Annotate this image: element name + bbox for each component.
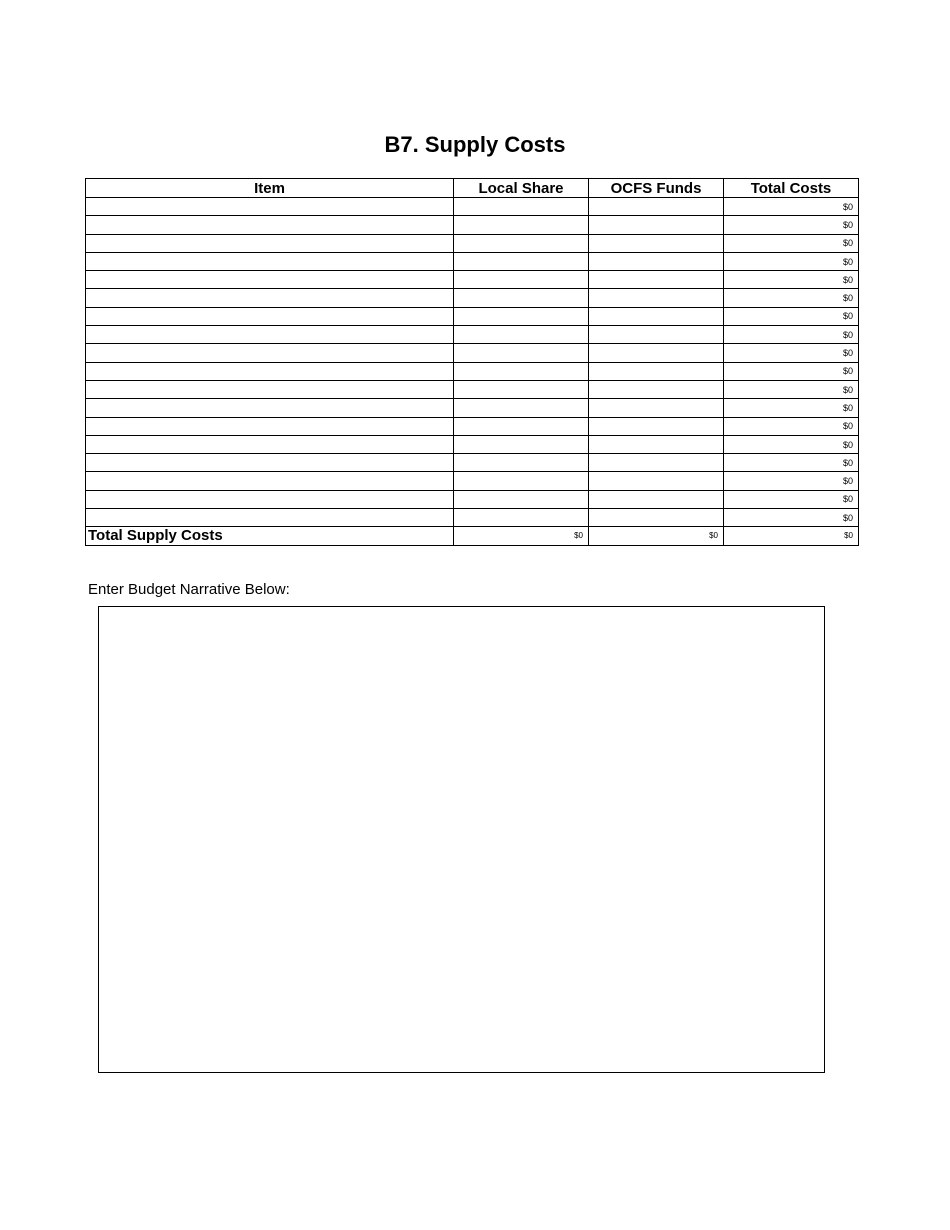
table-row [86,289,859,307]
ocfs-funds-cell [589,509,724,527]
local-share-cell [454,307,589,325]
supply-costs-table [85,178,859,546]
local-share-cell [454,198,589,216]
table-row [86,234,859,252]
ocfs-funds-cell [589,454,724,472]
item-input[interactable] [89,510,448,525]
local-share-input[interactable] [457,400,583,415]
total-costs-cell: $0 [724,380,859,398]
total-costs-cell: $0 [724,252,859,270]
header-item: Item [86,179,454,198]
table-row [86,252,859,270]
header-ocfs-funds: OCFS Funds [589,179,724,198]
total-costs-cell: $0 [724,490,859,508]
local-share-input[interactable] [457,199,583,214]
table-row [86,307,859,325]
local-share-cell [454,435,589,453]
local-share-input[interactable] [457,382,583,397]
ocfs-funds-input[interactable] [592,419,718,434]
total-costs-cell: $0 [724,399,859,417]
ocfs-funds-input[interactable] [592,291,718,306]
table-row [86,362,859,380]
item-cell [86,472,454,490]
table-row [86,454,859,472]
ocfs-funds-input[interactable] [592,346,718,361]
item-input[interactable] [89,364,448,379]
item-input[interactable] [89,309,448,324]
narrative-label: Enter Budget Narrative Below: [88,581,290,598]
total-label: Total Supply Costs [86,527,454,545]
header-total-costs: Total Costs [724,179,859,198]
total-costs-cell: $0 [724,289,859,307]
table-row [86,435,859,453]
table-row [86,326,859,344]
table-row [86,490,859,508]
local-share-input[interactable] [457,474,583,489]
local-share-input[interactable] [457,272,583,287]
ocfs-funds-input[interactable] [592,327,718,342]
local-share-input[interactable] [457,236,583,251]
ocfs-funds-cell [589,490,724,508]
table-row [86,344,859,362]
ocfs-funds-cell [589,271,724,289]
item-input[interactable] [89,382,448,397]
item-input[interactable] [89,455,448,470]
table-body [86,198,859,527]
header-local-share: Local Share [454,179,589,198]
ocfs-funds-input[interactable] [592,199,718,214]
total-ocfs-funds: $0 [589,527,724,545]
total-costs-cell: $0 [724,509,859,527]
local-share-cell [454,326,589,344]
total-costs-cell: $0 [724,417,859,435]
ocfs-funds-cell [589,362,724,380]
item-cell [86,234,454,252]
total-row [86,527,859,545]
item-input[interactable] [89,291,448,306]
ocfs-funds-input[interactable] [592,236,718,251]
local-share-input[interactable] [457,291,583,306]
ocfs-funds-input[interactable] [592,217,718,232]
local-share-input[interactable] [457,510,583,525]
budget-narrative-field[interactable] [98,606,825,1073]
item-cell [86,490,454,508]
local-share-input[interactable] [457,419,583,434]
item-input[interactable] [89,400,448,415]
item-cell [86,362,454,380]
local-share-cell [454,454,589,472]
table-row [86,198,859,216]
item-cell [86,216,454,234]
table-row [86,399,859,417]
local-share-input[interactable] [457,217,583,232]
table-row [86,472,859,490]
ocfs-funds-cell [589,326,724,344]
ocfs-funds-input[interactable] [592,492,718,507]
local-share-cell [454,509,589,527]
local-share-input[interactable] [457,437,583,452]
item-input[interactable] [89,272,448,287]
item-input[interactable] [89,346,448,361]
ocfs-funds-cell [589,307,724,325]
item-input[interactable] [89,217,448,232]
total-costs-cell: $0 [724,198,859,216]
ocfs-funds-cell [589,417,724,435]
item-cell [86,252,454,270]
item-cell [86,198,454,216]
table-row [86,380,859,398]
item-cell [86,289,454,307]
local-share-cell [454,362,589,380]
total-costs-cell: $0 [724,234,859,252]
total-costs-cell: $0 [724,362,859,380]
ocfs-funds-input[interactable] [592,272,718,287]
item-cell [86,380,454,398]
ocfs-funds-cell [589,252,724,270]
ocfs-funds-cell [589,216,724,234]
local-share-input[interactable] [457,364,583,379]
local-share-input[interactable] [457,327,583,342]
local-share-cell [454,216,589,234]
local-share-input[interactable] [457,492,583,507]
total-costs-cell: $0 [724,307,859,325]
total-costs-cell: $0 [724,216,859,234]
ocfs-funds-input[interactable] [592,309,718,324]
item-cell [86,326,454,344]
item-input[interactable] [89,474,448,489]
ocfs-funds-cell [589,380,724,398]
ocfs-funds-input[interactable] [592,400,718,415]
total-total-costs: $0 [724,527,859,545]
table-row [86,509,859,527]
local-share-cell [454,271,589,289]
ocfs-funds-input[interactable] [592,382,718,397]
local-share-cell [454,289,589,307]
ocfs-funds-input[interactable] [592,254,718,269]
item-cell [86,344,454,362]
table-header-row [86,179,859,198]
item-input[interactable] [89,236,448,251]
total-costs-cell: $0 [724,435,859,453]
ocfs-funds-input[interactable] [592,364,718,379]
local-share-cell [454,490,589,508]
item-input[interactable] [89,327,448,342]
item-input[interactable] [89,437,448,452]
item-input[interactable] [89,492,448,507]
ocfs-funds-cell [589,198,724,216]
total-local-share: $0 [454,527,589,545]
local-share-cell [454,234,589,252]
local-share-input[interactable] [457,254,583,269]
ocfs-funds-input[interactable] [592,455,718,470]
item-cell [86,454,454,472]
ocfs-funds-cell [589,344,724,362]
local-share-input[interactable] [457,309,583,324]
local-share-cell [454,417,589,435]
ocfs-funds-cell [589,234,724,252]
item-cell [86,435,454,453]
ocfs-funds-cell [589,435,724,453]
item-cell [86,271,454,289]
table-row [86,271,859,289]
total-costs-cell: $0 [724,472,859,490]
item-cell [86,417,454,435]
ocfs-funds-cell [589,399,724,417]
item-cell [86,399,454,417]
item-input[interactable] [89,199,448,214]
local-share-cell [454,380,589,398]
ocfs-funds-input[interactable] [592,437,718,452]
local-share-input[interactable] [457,346,583,361]
ocfs-funds-cell [589,289,724,307]
ocfs-funds-cell [589,472,724,490]
total-costs-cell: $0 [724,454,859,472]
ocfs-funds-input[interactable] [592,474,718,489]
item-input[interactable] [89,254,448,269]
item-cell [86,307,454,325]
total-costs-cell: $0 [724,326,859,344]
local-share-input[interactable] [457,455,583,470]
local-share-cell [454,399,589,417]
local-share-cell [454,344,589,362]
total-costs-cell: $0 [724,271,859,289]
table-row [86,417,859,435]
item-input[interactable] [89,419,448,434]
local-share-cell [454,252,589,270]
table-row [86,216,859,234]
ocfs-funds-input[interactable] [592,510,718,525]
local-share-cell [454,472,589,490]
total-costs-cell: $0 [724,344,859,362]
item-cell [86,509,454,527]
page-title: B7. Supply Costs [384,132,566,157]
